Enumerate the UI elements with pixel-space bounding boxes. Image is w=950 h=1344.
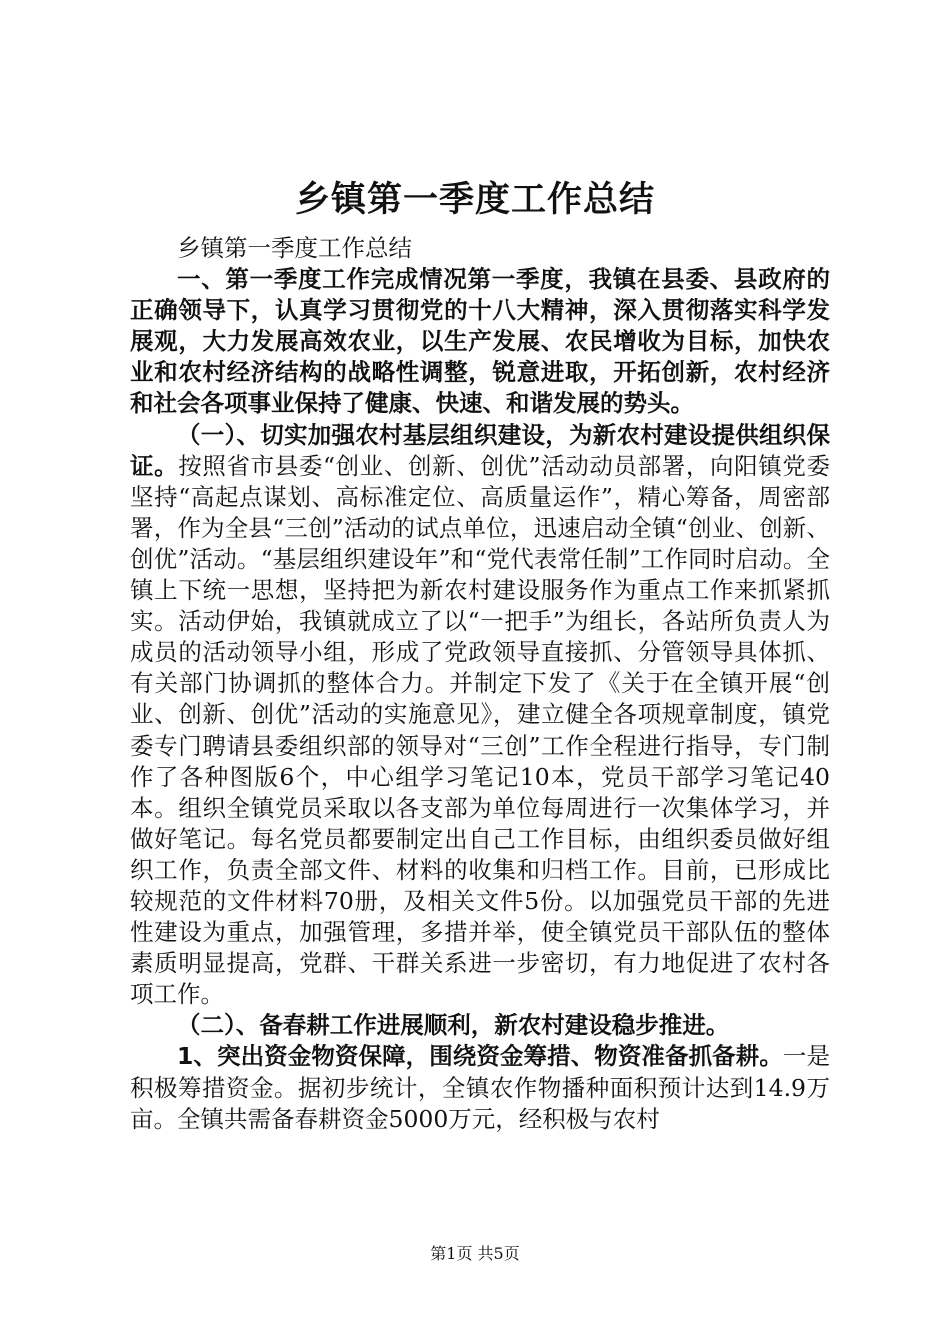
page-footer: 第1页 共5页	[430, 1244, 520, 1263]
paragraph-3-heading: （二）、备春耕工作进展顺利，新农村建设稳步推进。	[177, 1011, 730, 1040]
paragraph-3	[130, 1010, 830, 1041]
document-title: 乡镇第一季度工作总结	[294, 179, 655, 220]
document-body	[130, 233, 830, 1135]
paragraph-2	[130, 420, 830, 1011]
document-subtitle: 乡镇第一季度工作总结	[177, 234, 412, 262]
paragraph-1	[130, 264, 830, 419]
paragraph-2-text: 按照省市县委“创业、创新、创优”活动动员部署，向阳镇党委坚持“高起点谋划、高标准定位、高质量运作”，精心筹备，周密部署，作为全县“三创”活动的试点单位，迅速启动全镇“创业、创新、创优”活动。“基层组织建设年”和“党代表常任制”工作同时启动。全镇上下统一思想，坚持把为新农村建设服务作为重点工作来抓紧抓实。活动伊始，我镇就成立了以“一把手”为组长，各站所负责人为成员的活动领导小组，形成了党政领导直接抓、分管领导具体抓、有关部门协调抓的整体合力。并制定下发了《关于在全镇开展“创业、创新、创优”活动的实施意见》，建立健全各项规章制度，镇党委专门聘请县委组织部的领导对“三创”工作全程进行指导，专门制作了各种图版6个，中心组学习笔记10本，党员干部学习笔记40本。组织全镇党员采取以各支部为单位每周进行一次集体学习，并做好笔记。每名党员都要制定出自己工作目标，由组织委员做好组织工作，负责全部文件、材料的收集和归档工作。目前，已形成比较规范的文件材料70册，及相关文件5份。以加强党员干部的先进性建设为重点，加强管理，多措并举，使全镇党员干部队伍的整体素质明显提高，党群、干群关系进一步密切，有力地促进了农村各项工作。	[130, 451, 831, 1009]
paragraph-4-text: 一是积极筹措资金。据初步统计，全镇农作物播种面积预计达到14.9万亩。全镇共需备春耕资金5000万元，经积极与农村	[130, 1042, 831, 1133]
paragraph-4	[130, 1041, 830, 1134]
paragraph-2-heading: （一）、切实加强农村基层组织建设，为新农村建设提供组织保证。	[130, 420, 830, 480]
paragraph-4-heading: 1、突出资金物资保障，围绕资金筹措、物资准备抓备耕。	[177, 1042, 783, 1071]
paragraph-1-heading: 一、第一季度工作完成情况第一季度，我镇在县委、县政府的正确领导下，认真学习贯彻党的十八大精神，深入贯彻落实科学发展观，大力发展高效农业，以生产发展、农民增收为目标，加快农业和农村经济结构的战略性调整，锐意进取，开拓创新，农村经济和社会各项事业保持了健康、快速、和谐发展的势头。	[130, 265, 830, 418]
